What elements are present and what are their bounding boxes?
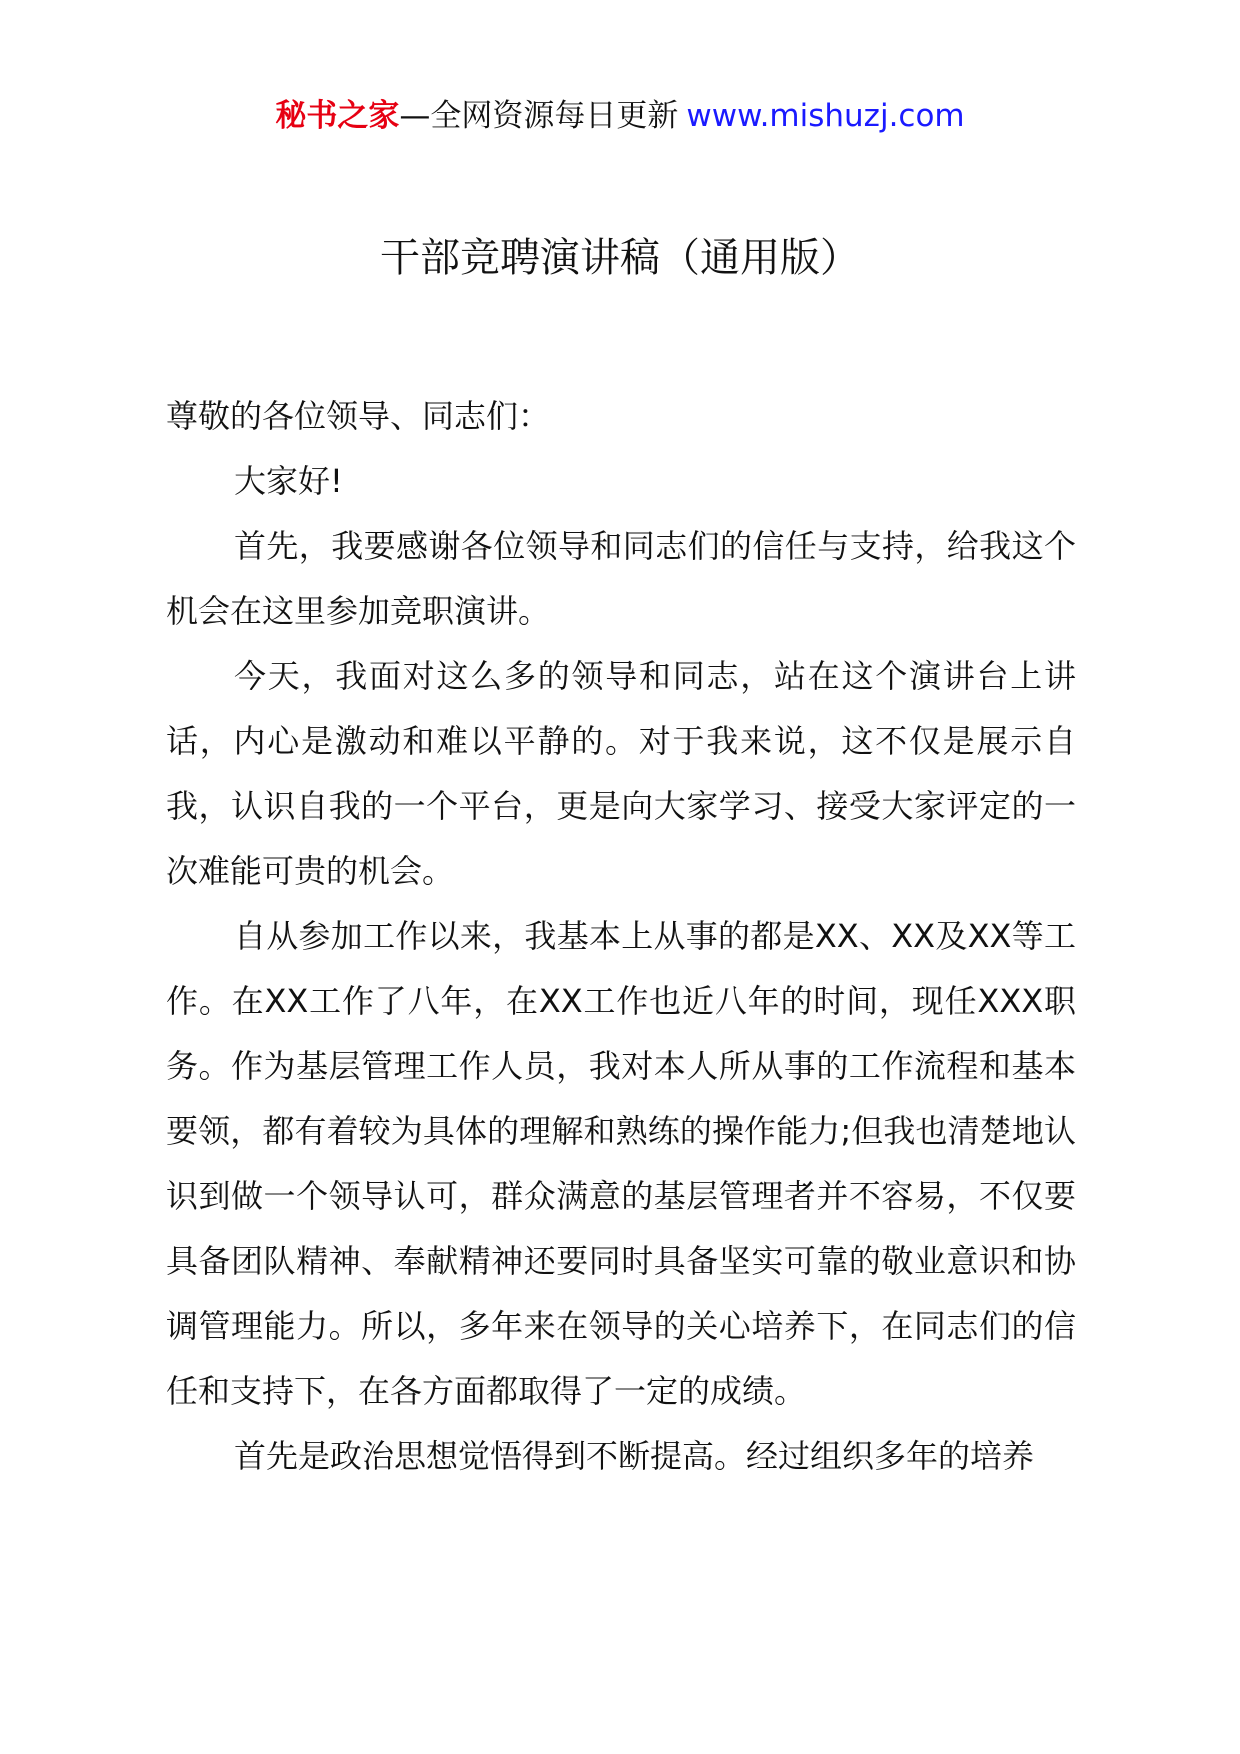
- document-body: [166, 384, 1076, 1489]
- paragraph-greeting: 大家好!: [234, 462, 343, 500]
- paragraph-work-history: 自从参加工作以来，我基本上从事的都是XX、XX及XX等工作。在XX工作了八年，在XX工作也近八年的时间，现任XXX职务。作为基层管理工作人员，我对本人所从事的工作流程和基本要领，都有着较为具体的理解和熟练的操作能力;但我也清楚地认识到做一个领导认可，群众满意的基层管理者并不容易，不仅要具备团队精神、奉献精神还要同时具备坚实可靠的敬业意识和协调管理能力。所以，多年来在领导的关心培养下，在同志们的信任和支持下，在各方面都取得了一定的成绩。: [166, 917, 1076, 1410]
- paragraph-today: 今天，我面对这么多的领导和同志，站在这个演讲台上讲话，内心是激动和难以平静的。对于我来说，这不仅是展示自我，认识自我的一个平台，更是向大家学习、接受大家评定的一次难能可贵的机会。: [166, 657, 1076, 890]
- site-brand: 秘书之家: [275, 98, 400, 134]
- paragraph-political: 首先是政治思想觉悟得到不断提高。经过组织多年的培养: [234, 1437, 1035, 1475]
- site-url-link[interactable]: www.mishuzj.com: [686, 98, 965, 134]
- site-tagline: —全网资源每日更新: [399, 98, 679, 134]
- paragraph-thanks: 首先，我要感谢各位领导和同志们的信任与支持，给我这个机会在这里参加竞职演讲。: [166, 527, 1076, 630]
- site-header: [0, 96, 1240, 136]
- document-title: 干部竞聘演讲稿（通用版）: [380, 235, 860, 281]
- salutation: 尊敬的各位领导、同志们：: [166, 397, 551, 435]
